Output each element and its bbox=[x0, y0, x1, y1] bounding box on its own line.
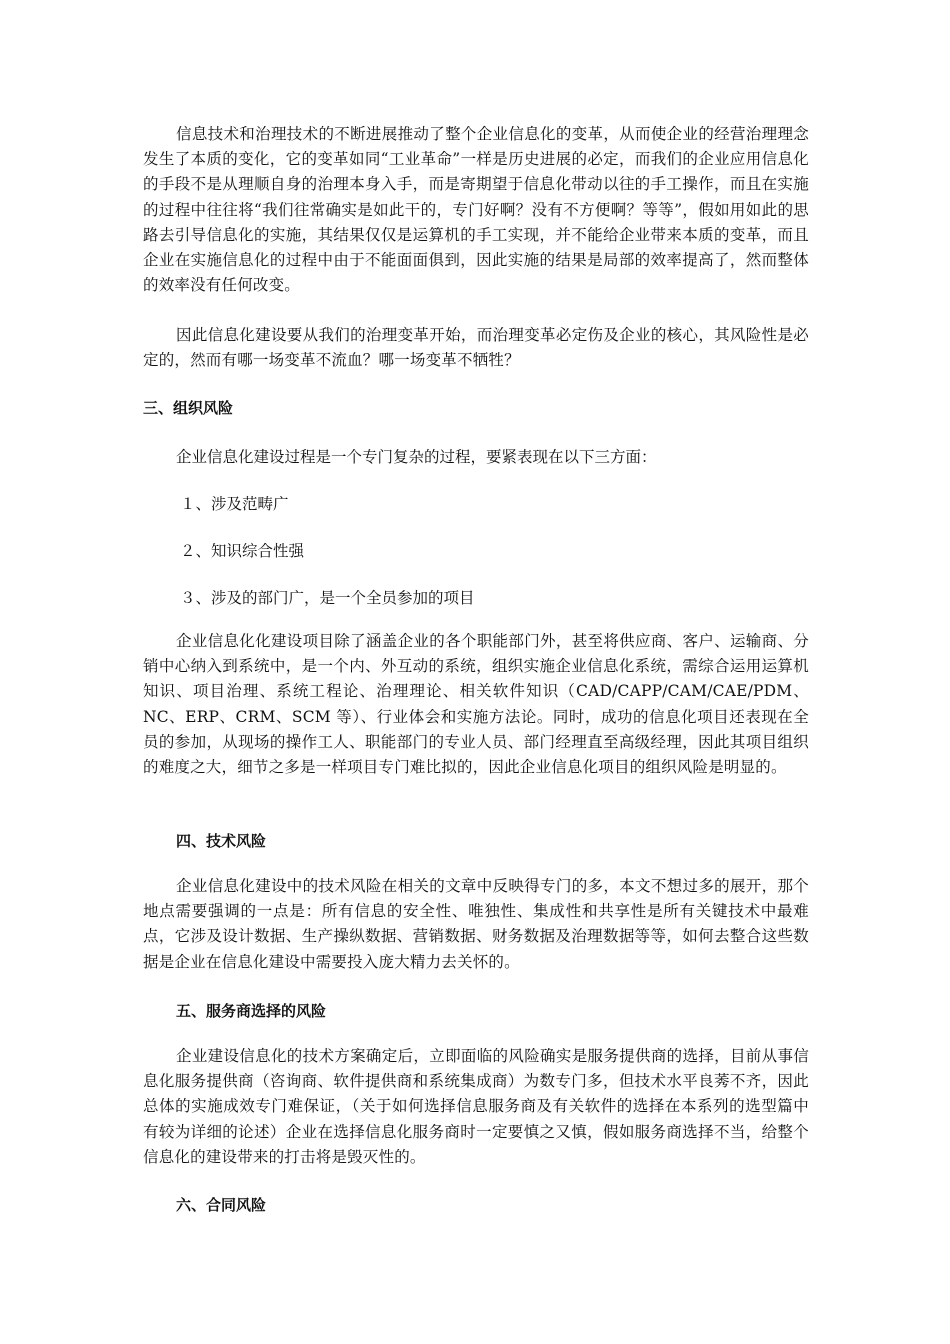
heading-contract-risk: 六、合同风险 bbox=[176, 1196, 267, 1214]
paragraph-organization-detail: 企业信息化化建设项目除了涵盖企业的各个职能部门外，甚至将供应商、客户、运输商、分销中心纳入到系统中，是一个内、外互动的系统，组织实施企业信息化系统，需综合运用运算机知识、项目治理、系统工程论、治理理论、相关软件知识（CAD/CAPP/CAM/CAE/PDM、NC、ERP、CRM、SCM 等）、行业体会和实施方法论。同时，成功的信息化项目还表现在全员的参加，从现场的操作工人、职能部门的专业人员、部门经理直至高级经理，因此其项目组织的难度之大，细节之多是一样项目专门难比拟的，因此企业信息化项目的组织风险是明显的。 bbox=[143, 632, 809, 777]
list-item-1: １、涉及范畴广 bbox=[180, 495, 289, 513]
paragraph-reform-risk: 因此信息化建设要从我们的治理变革开始，而治理变革必定伤及企业的核心，其风险性是必定的，然而有哪一场变革不流血？哪一场变革不牺牲？ bbox=[143, 326, 809, 370]
paragraph-vendor-detail: 企业建设信息化的技术方案确定后，立即面临的风险确实是服务提供商的选择，目前从事信息化服务提供商（咨询商、软件提供商和系统集成商）为数专门多，但技术水平良莠不齐，因此总体的实施成效专门难保证，（关于如何选择信息服务商及有关软件的选择在本系列的选型篇中有较为详细的论述）企业在选择信息化服务商时一定要慎之又慎，假如服务商选择不当，给整个信息化的建设带来的打击将是毁灭性的。 bbox=[143, 1047, 809, 1166]
heading-vendor-risk: 五、服务商选择的风险 bbox=[176, 1002, 327, 1020]
list-item-2: ２、知识综合性强 bbox=[180, 542, 305, 560]
heading-organization-risk: 三、组织风险 bbox=[143, 399, 234, 417]
heading-technical-risk: 四、技术风险 bbox=[176, 832, 267, 850]
paragraph-organization-intro: 企业信息化建设过程是一个专门复杂的过程，要紧表现在以下三方面： bbox=[176, 448, 657, 466]
paragraph-intro: 信息技术和治理技术的不断进展推动了整个企业信息化的变革，从而使企业的经营治理理念发生了本质的变化，它的变革如同“工业革命”一样是历史进展的必定，而我们的企业应用信息化的手段不是从理顺自身的治理本身入手，而是寄期望于信息化带动以往的手工操作，而且在实施的过程中往往将“我们往常确实是如此干的，专门好啊？没有不方便啊？等等”，假如用如此的思路去引导信息化的实施，其结果仅仅是运算机的手工实现，并不能给企业带来本质的变革，而且企业在实施信息化的过程中由于不能面面俱到，因此实施的结果是局部的效率提高了，然而整体的效率没有任何改变。 bbox=[143, 125, 809, 295]
list-item-3: ３、涉及的部门广，是一个全员参加的项目 bbox=[180, 589, 475, 607]
paragraph-technical-detail: 企业信息化建设中的技术风险在相关的文章中反映得专门的多，本文不想过多的展开，那个地点需要强调的一点是：所有信息的安全性、唯独性、集成性和共享性是所有关键技术中最难点，它涉及设计数据、生产操纵数据、营销数据、财务数据及治理数据等等，如何去整合这些数据是企业在信息化建设中需要投入庞大精力去关怀的。 bbox=[143, 877, 809, 971]
